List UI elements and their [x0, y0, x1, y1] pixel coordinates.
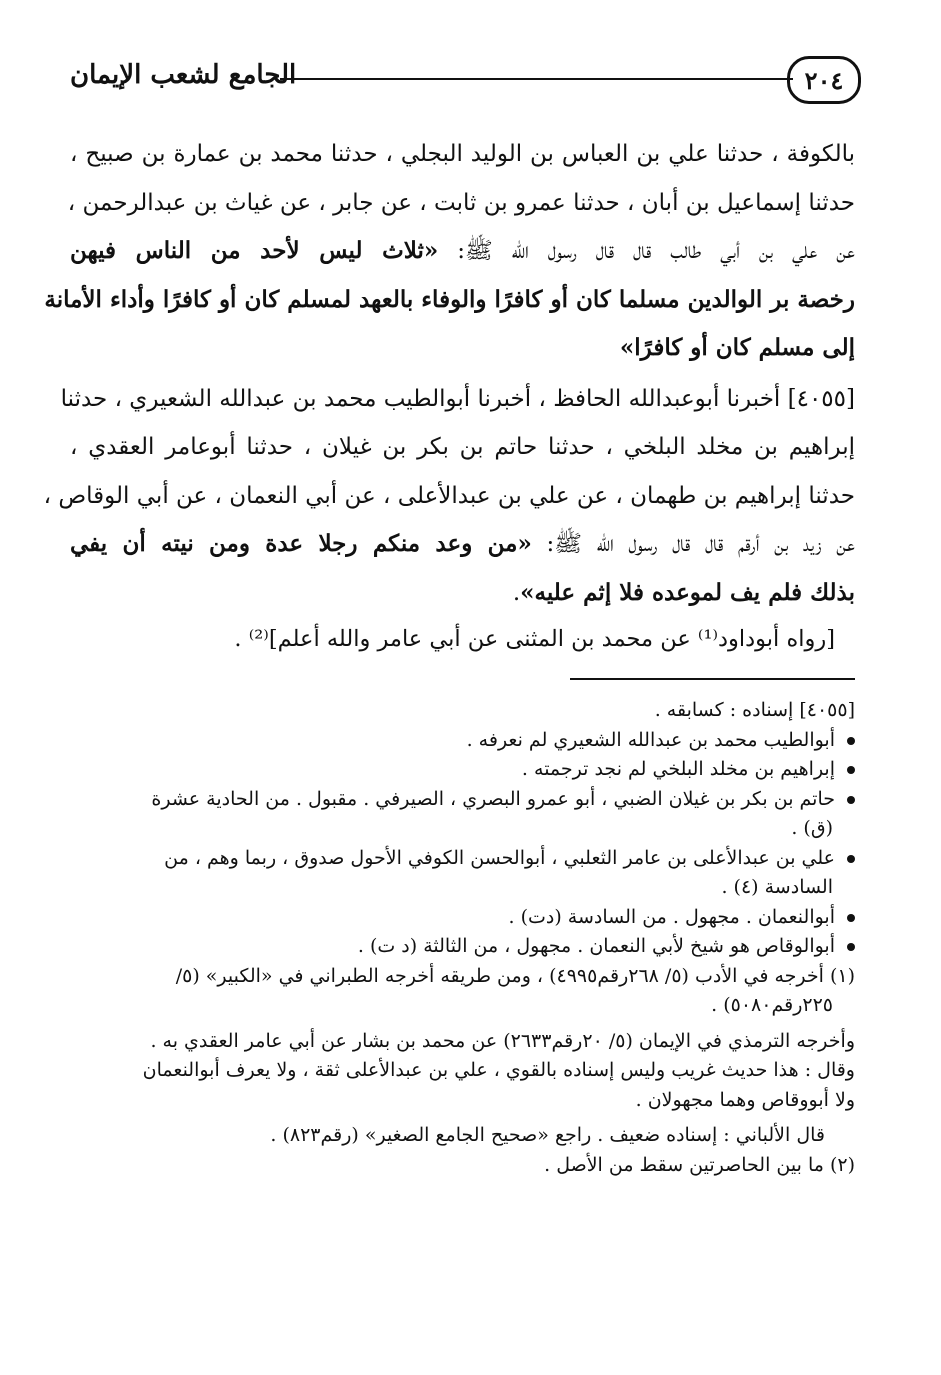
bullet-icon	[847, 796, 855, 804]
bullet-icon	[847, 766, 855, 774]
footnotes	[70, 696, 855, 1180]
text-line: حدثنا إسماعيل بن أبان ، حدثنا عمرو بن ثابت ، عن جابر ، عن غياث بن عبدالرحمن ،	[67, 189, 855, 216]
line-end-mark: .	[512, 579, 521, 606]
hadith-text: بذلك فلم يف لموعده فلا إثم عليه»	[520, 578, 855, 606]
text-line: حدثنا إبراهيم بن طهمان ، عن علي بن عبدالأعلى ، عن أبي النعمان ، عن أبي الوقاص ،	[43, 482, 855, 509]
footnote-1-para: ولا أبووقاص وهما مجهولان .	[635, 1088, 855, 1111]
text-line	[70, 520, 855, 569]
list-item-cont: السادسة (٤) .	[721, 876, 833, 898]
footnote-1-cont: ٢٢٥رقم٥٠٨٠) .	[711, 994, 833, 1016]
hadith-text: «ثلاث ليس لأحد من الناس فيهن	[70, 237, 439, 264]
hadith-text: «من وعد منكم رجلا عدة ومن نيته أن يفي	[70, 530, 532, 557]
isnad-text: عن زيد بن أرقم قال قال رسول الله ﷺ:	[531, 531, 855, 557]
hadith-line: إلى مسلم كان أو كافرًا»	[619, 334, 855, 361]
main-text	[43, 130, 855, 661]
list-item: إبراهيم بن مخلد البلخي لم نجد ترجمته .	[70, 755, 855, 785]
footnote-1-para: وأخرجه الترمذي في الإيمان (٥/ ٢٠رقم٢٦٣٣) عن محمد بن بشار عن أبي عامر العقدي به .	[150, 1029, 855, 1052]
book-page	[43, 0, 855, 1375]
text-line: إبراهيم بن مخلد البلخي ، حدثنا حاتم بن بكر بن غيلان ، حدثنا أبوعامر العقدي ،	[70, 434, 855, 460]
isnad-text: عن علي بن أبي طالب قال قال رسول الله ﷺ:	[438, 238, 855, 264]
hadith-number-line: [٤٠٥٥] أخبرنا أبوعبدالله الحافظ ، أخبرنا أبوالطيب محمد بن عبدالله الشعيري ، حدثنا	[60, 385, 855, 412]
footnote-divider	[570, 678, 855, 680]
bullet-icon	[847, 737, 855, 745]
footnote-1-para: وقال : هذا حديث غريب وليس إسناده بالقوي ، علي بن عبدالأعلى ثقة ، ولا يعرف أبوالنعمان	[142, 1059, 855, 1081]
footnote-1: (١) أخرجه في الأدب (٥/ ٢٦٨رقم٤٩٩٥) ، ومن طريقه أخرجه الطبراني في «الكبير» (٥/	[175, 964, 855, 987]
footnote-2: (٢) ما بين الحاصرتين سقط من الأصل .	[544, 1153, 855, 1176]
list-item: أبوالوقاص هو شيخ لأبي النعمان . مجهول ، من الثالثة (د ت) .	[70, 932, 855, 962]
narration-note: [رواه أبوداود⁽¹⁾ عن محمد بن المثنى عن أبي عامر والله أعلم]⁽²⁾ .	[234, 626, 835, 652]
page-header	[70, 56, 855, 106]
header-rule	[280, 78, 793, 80]
book-title: الجامع لشعب الإيمان	[70, 60, 297, 90]
bullet-icon	[847, 943, 855, 951]
list-item: أبوالنعمان . مجهول . من السادسة (دت) .	[70, 903, 855, 933]
hadith-line	[70, 569, 855, 618]
footnote-1-para: قال الألباني : إسناده ضعيف . راجع «صحيح الجامع الصغير» (رقم٨٢٣) .	[270, 1124, 825, 1146]
list-item: أبوالطيب محمد بن عبدالله الشعيري لم نعرفه .	[70, 726, 855, 756]
text-line	[70, 227, 855, 276]
bullet-icon	[847, 914, 855, 922]
page-number-badge: ٢٠٤	[787, 56, 861, 104]
text-line: بالكوفة ، حدثنا علي بن العباس بن الوليد البجلي ، حدثنا محمد بن عمارة بن صبيح ،	[70, 141, 855, 167]
hadith-line: رخصة بر الوالدين مسلما كان أو كافرًا والوفاء بالعهد لمسلم كان أو كافرًا وأداء الأمانة	[44, 285, 855, 313]
list-item: حاتم بن بكر بن غيلان الضبي ، أبو عمرو البصري ، الصيرفي . مقبول . من الحادية عشرة	[70, 785, 855, 815]
list-item: علي بن عبدالأعلى بن عامر الثعلبي ، أبوالحسن الكوفي الأحول صدوق ، ربما وهم ، من	[70, 844, 855, 874]
list-item-cont: (ق) .	[791, 817, 833, 839]
footnote-heading: [٤٠٥٥] إسناده : كسابقه .	[654, 699, 855, 721]
bullet-icon	[847, 855, 855, 863]
